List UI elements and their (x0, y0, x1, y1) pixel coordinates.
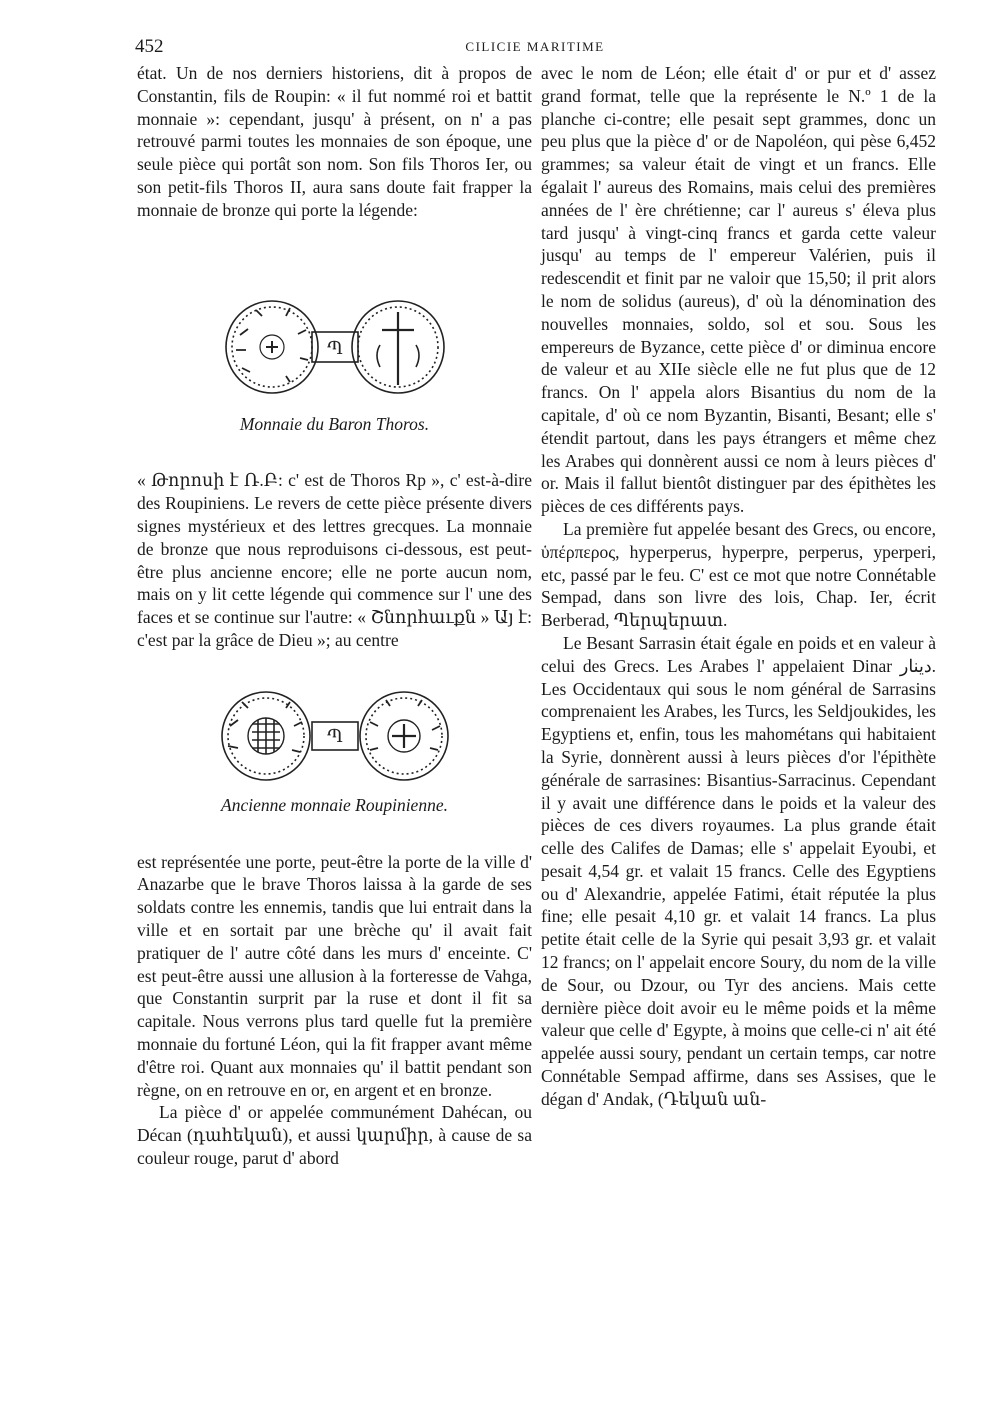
right-column (541, 62, 936, 1111)
left-paragraph-2: « Թորոսի է Ռ.Բ: c' est de Thoros Rp », c' est-à-dire des Roupiniens. Le revers de cette pièce présente divers signes mystérieux et des lettres grecques. La monnaie de bronze que nous reproduisons ci-dessous, est peut-être plus ancienne encore; elle ne porte aucun nom, mais on y lit cette légende qui commence sur l' une des faces et se continue sur l'autre: « Շնորհաւքն » Այ է: c'est par la grâce de Dieu »; au centre (137, 470, 532, 650)
coin-roupinian-illustration (210, 686, 460, 786)
caption-thoros: Monnaie du Baron Thoros. (239, 413, 430, 434)
caption-roupinian: Ancienne monnaie Roupinienne. (221, 794, 448, 815)
right-paragraph-3: Le Besant Sarrasin était égale en poids et en valeur à celui des Grecs. Les Arabes l' appelaient Dinar دينار. Les Occidentaux qui sous le nom général de Sarrasins comprenaient les Arabes, les Turcs, les Seldjoukides, les Egyptiens et, enfin, tous les mahométans qui habitaient la Syrie, donnèrent aussi à leurs pièces d'or l'épithète générale de sarrasines: Bisantius-Sarracinus. Cependant il y avait une différence dans le poids et la valeur des pièces de ces divers royaumes. La plus grande était celle des Califes de Damas; elle s' appelait Eyoubi, et pesait 4,54 gr. et valait 15 francs. Celle des Egyptiens ou d' Alexandrie, appelée Fatimi, était réputée la plus fine; elle pesait 4,10 gr. et valait 14 francs. La plus petite était celle de la Syrie qui pesait 3,93 gr. et valait 12 francs; on l' appelait encore Soury, du nom de la ville de Sour, ou Dzour, ou Tyr des anciens. Mais cette dernière pièce doit avoir eu le même poids et la même valeur que celle d' Egypte, à moins que celle-ci n' ait été appelée aussi soury, pendant un certain temps, car notre Connétable Sempad affirme, dans ses Assises, que le dégan d' Andak, (Դեկան ան- (541, 632, 936, 1109)
running-title: CILICIE MARITIME (465, 39, 605, 54)
coin2-center-letter: Պ (326, 725, 343, 747)
coin-figure-thoros (137, 290, 532, 405)
left-paragraph-3: est représentée une porte, peut-être la porte de la ville d' Anazarbe que le brave Thoros laissa à la garde de ses soldats contre les ennemis, tandis que lui entrait dans la ville et en sortait par une brèche qu' il avait fait pratiquer de l' autre côté dans les murs d' enceinte. C' est peut-être aussi une allusion à la forteresse de Vahga, que Constantin surprit par la ruse et dont il fit sa capitale. Nous verrons plus tard quelle fut la première monnaie du fortuné Léon, qui la fit frapper avant même d'être roi. Quant aux monnaies qu' il battit pendant son règne, on en retrouve en or, en argent et en bronze. (137, 851, 532, 1100)
coin-thoros-illustration (220, 290, 450, 405)
left-column (137, 62, 532, 1170)
coin1-center-letter: Պ (326, 337, 343, 359)
coin-figure-roupinian (137, 686, 532, 786)
page-number: 452 (135, 36, 164, 57)
right-paragraph-2: La première fut appelée besant des Grecs, ou encore, ὑπέρπερος, hyperperus, hyperpre, perperus, yperperi, etc, passé par le feu. C' est ce mot que notre Connétable Sempad, dans son livre des lois, Chap. Ier, écrit Berberad, Պերպերատ. (541, 518, 936, 631)
right-paragraph-1: avec le nom de Léon; elle était d' or pur et d' assez grand format, telle que la représente le N.º 1 de la planche ci-contre; elle pesait sept grammes, donc un peu plus que la pièce d' or de Napoléon, qui pèse 6,452 grammes; sa valeur était de vingt et un francs. Elle égalait l' aureus des Romains, mais celui des premières années de l' ère chrétienne; car l' aureus s' éleva plus tard jusqu' à vingt-cinq francs et garda cette valeur jusqu' au temps de l' empereur Valérien, puis il redescendit et finit par ne valoir que 15,50; il prit alors le nom de solidus (aureus), d' où la dénomination des nouvelles monnaies, soldo, sol et sou. Sous les empereurs de Byzance, cette pièce d' or diminua encore de valeur et au XIIe siècle elle ne fut plus que de 12 francs. On l' appela alors Bisantius du nom de la capitale, d' où ce nom Byzantin, Bisanti, Besant; elle s' étendit partout, dans les pays étrangers et même chez les Arabes qui donnèrent aussi ce nom à leurs pièces d' or. Mais il fallut bientôt distinguer par des épithètes les pièces de ces différents pays. (541, 63, 936, 517)
page-header (135, 36, 935, 60)
left-paragraph-4: La pièce d' or appelée communément Dahécan, ou Décan (դահեկան), et aussi կարմիր, à cause de sa couleur rouge, parut d' abord (137, 1102, 532, 1168)
left-paragraph-1: état. Un de nos derniers historiens, dit à propos de Constantin, fils de Roupin: « il fut nommé roi et battit monnaie »: cependant, jusqu' à présent, on n' a pas retrouvé parmi toutes les monnaies de son époque, une seule pièce qui portât son nom. Son fils Thoros Ier, ou son petit-fils Thoros II, aura sans doute fait frapper la monnaie de bronze qui porte la légende: (137, 63, 532, 220)
